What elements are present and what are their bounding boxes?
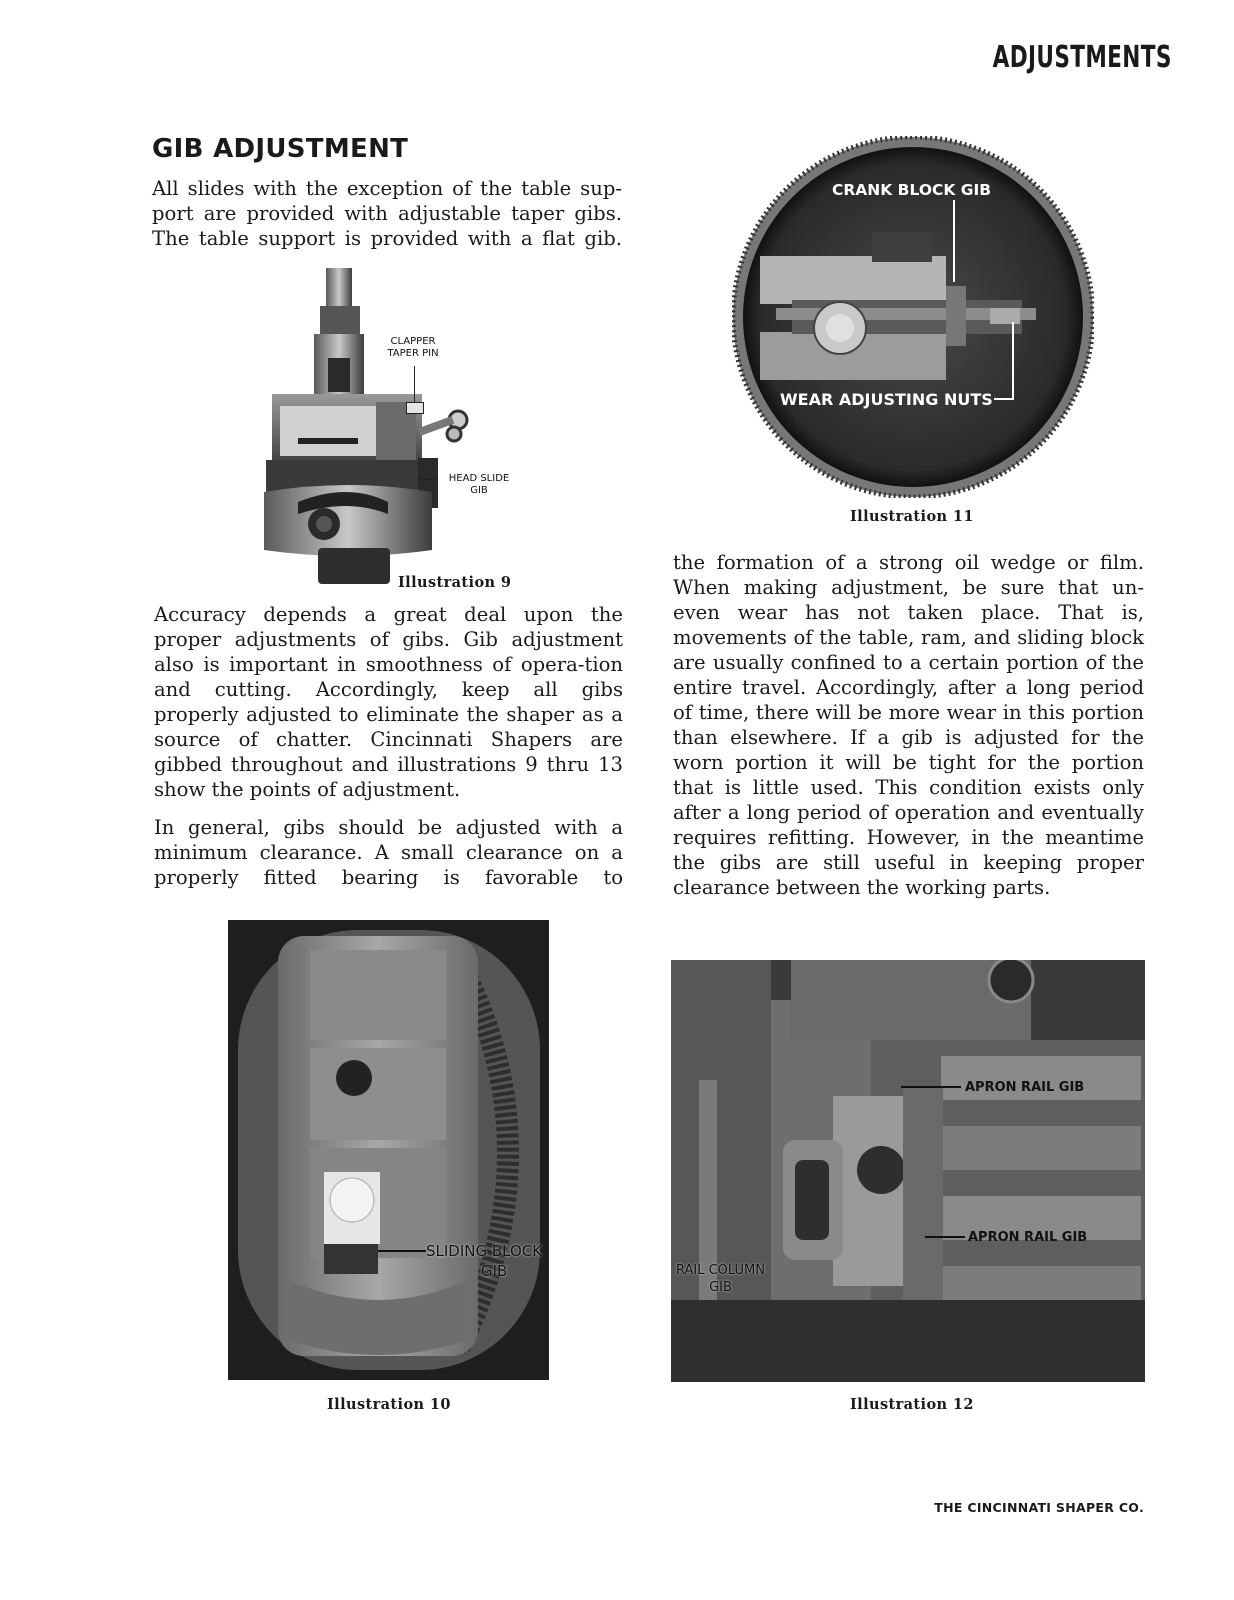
intro-paragraph xyxy=(152,176,622,251)
label-line: GIB xyxy=(709,1280,732,1295)
label-line: GIB xyxy=(470,485,488,496)
intro-line: port are provided with adjustable taper gibs. xyxy=(152,202,622,225)
intro-line: All slides with the exception of the table sup- xyxy=(152,177,622,200)
oil-wedge-paragraph: the formation of a strong oil wedge or film. When making adjustment, be sure that un-even wear has not taken place. That is, movements of the table, ram, and sliding block are usually confined to a certain portion of the entire travel. Accordingly, after a long period of time, there will be more wear in this portion than elsewhere. If a gib is adjusted for the worn portion it will be tight for the portion that is little used. This condition exists only after a long period of operation and eventually requires refitting. However, in the meantime the gibs are still useful in keeping proper clearance between the working parts. xyxy=(673,551,1144,899)
illustration-12-caption: Illustration 12 xyxy=(850,1396,974,1413)
label-line: HEAD SLIDE xyxy=(448,473,510,484)
apron-rail-gib-upper-label: APRON RAIL GIB xyxy=(965,1080,1085,1095)
tool-head-photo xyxy=(258,262,528,592)
rail-column-gib-label xyxy=(676,1262,765,1296)
sliding-block-gib-label xyxy=(426,1241,542,1281)
crank-block-gib-label: CRANK BLOCK GIB xyxy=(832,181,992,199)
apron-rail-photo xyxy=(671,960,1145,1382)
section-title: GIB ADJUSTMENT xyxy=(152,134,409,164)
label-line: SLIDING BLOCK xyxy=(426,1242,543,1260)
intro-line: The table support is provided with a flat gib. xyxy=(152,227,622,250)
general-paragraph: In general, gibs should be adjusted with a minimum clearance. A small clearance on a properly fitted bearing is favorable to xyxy=(154,816,623,889)
head-slide-gib-label xyxy=(440,473,518,497)
label-line: RAIL COLUMN xyxy=(676,1263,765,1278)
label-line: CLAPPER xyxy=(390,336,436,347)
sliding-block-photo xyxy=(228,920,549,1380)
illustration-12 xyxy=(671,960,1145,1382)
accuracy-paragraph: Accuracy depends a great deal upon the proper adjustments of gibs. Gib adjustment also is important in smoothness of opera-tion and cutting. Accordingly, keep all gibs properly adjusted to eliminate the shaper as a source of chatter. Cincinnati Shapers are gibbed throughout and illustrations 9 thru 13 show the points of adjustment. xyxy=(154,603,623,801)
illustration-11-caption: Illustration 11 xyxy=(850,508,974,525)
wear-adjusting-nuts-label: WEAR ADJUSTING NUTS xyxy=(780,390,993,409)
footer-company: THE CINCINNATI SHAPER CO. xyxy=(934,1500,1144,1515)
apron-rail-gib-lower-label: APRON RAIL GIB xyxy=(968,1230,1088,1245)
label-line: GIB xyxy=(480,1262,508,1280)
illustration-10-caption: Illustration 10 xyxy=(327,1396,451,1413)
illustration-10 xyxy=(228,920,549,1380)
section-header: ADJUSTMENTS xyxy=(992,40,1172,75)
illustration-9-caption: Illustration 9 xyxy=(398,574,512,591)
label-line: TAPER PIN xyxy=(387,348,439,359)
clapper-taper-pin-label xyxy=(378,336,448,360)
illustration-9 xyxy=(258,262,528,592)
